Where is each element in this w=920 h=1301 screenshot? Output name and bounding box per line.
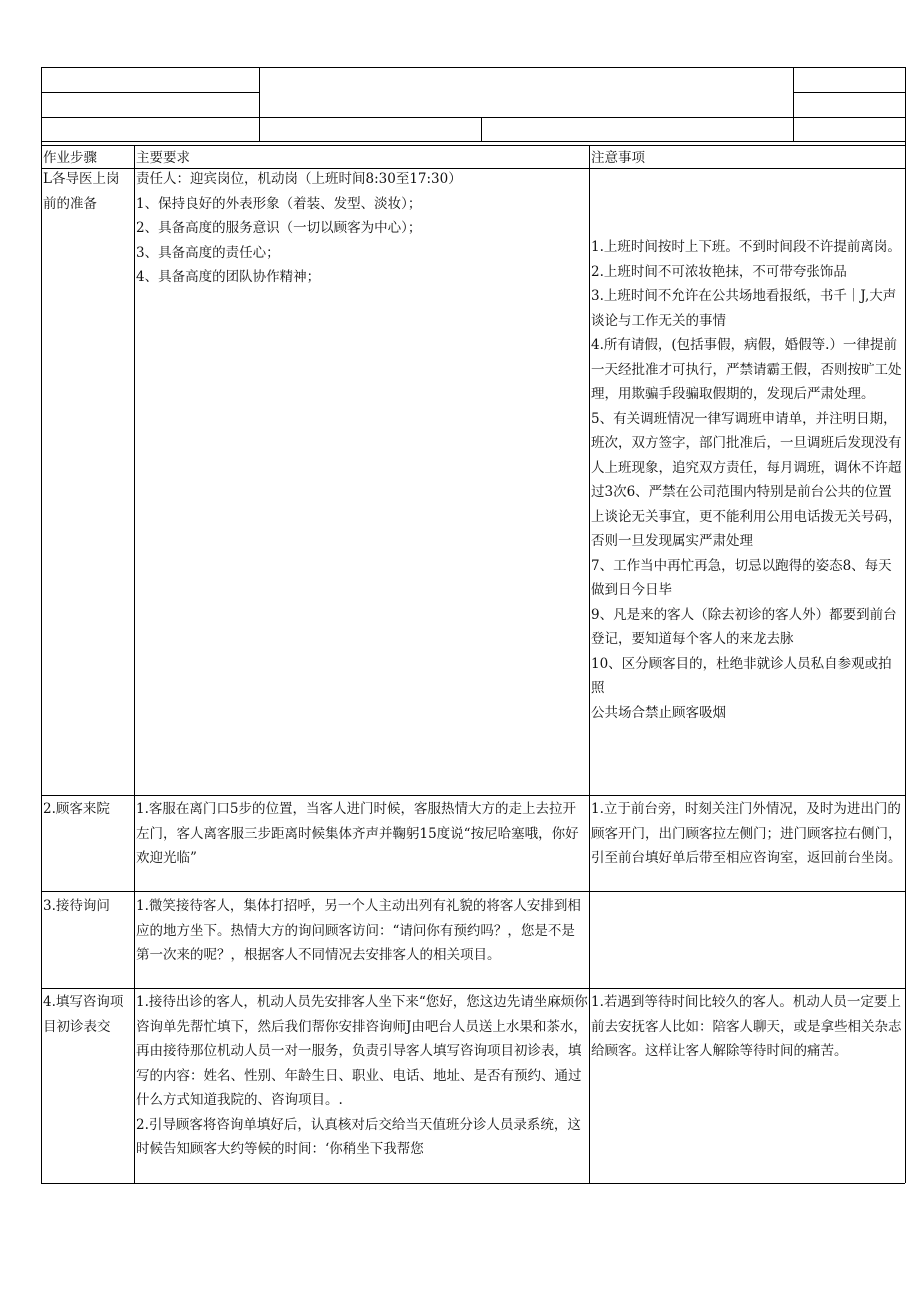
- row-4-step: 4.填写咨询项目初诊表交: [43, 994, 124, 1035]
- row-4-notes: 1.若遇到等待时间比较久的客人。机动人员一定要上前去安抚客人比如：陪客人聊天，或是拿些相关杂志给顾客。这样让客人解除等待时间的痛苦。: [591, 994, 902, 1059]
- header-step: 作业步骤: [43, 150, 97, 166]
- row-3-requirements: 1.微笑接待客人，集体打招呼，另一个人主动出列有礼貌的将客人安排到相应的地方坐下。热情大方的询问顾客访问：“请问你有预约吗？，您是不是第一次来的呢？，根据客人不同情况去安排客人的相关项目。: [136, 898, 581, 963]
- row-4-requirements: 1.接待出诊的客人，机动人员先安排客人坐下来“您好，您这边先请坐麻烦你咨询单先帮忙填下，然后我们帮你安排咨询师J由吧台人员送上水果和茶水，再由接待那位机动人员一对一服务，负责引导客人填写咨询项目初诊表，填写的内容：姓名、性别、年龄生日、职业、电话、地址、是否有预约、通过什么方式知道我院的、咨询项目。. 2.引导顾客将咨询单填好后，认真核对后交给当天值班分诊人员录系统，这时候告知顾客大约等候的时间：‘你稍坐下我帮您: [136, 994, 588, 1157]
- row-1-requirements: 责任人：迎宾岗位，机动岗（上班时间8:30至17:30） 1、保持良好的外表形象（着装、发型、淡妆）； 2、具备高度的服务意识（一切以顾客为中心）； 3、具备高度的责任心； 4、具备高度的团队协作精神；: [136, 171, 462, 285]
- row-1-notes: 1.上班时间按时上下班。不到时间段不许提前离岗。 2.上班时间不可浓妆艳抹，不可带夸张饰品 3.上班时间不允许在公共场地看报纸，书千｜J,大声谈论与工作无关的事情 4.所有请假，(包括事假，病假，婚假等.）一律提前一天经批准才可执行，严禁请霸王假，否则按旷工处理，用欺骗手段骗取假期的，发现后严肃处理。 5、有关调班情况一律写调班申请单，并注明日期，班次，双方签字，部门批准后，一旦调班后发现没有人上班现象，追究双方责任，每月调班，调休不许超过3次6、严禁在公司范围内特别是前台公共的位置上谈论无关事宜，更不能利用公用电话拨无关号码，否则一旦发现属实严肃处理 7、工作当中再忙再急，切忌以跑得的姿态8、每天做到日今日毕 9、凡是来的客人（除去初诊的客人外）都要到前台登记，要知道每个客人的来龙去脉 10、区分顾客目的，杜绝非就诊人员私自参观或拍照 公共场合禁止顾客吸烟: [591, 239, 902, 721]
- row-3-step: 3.接待询问: [43, 898, 110, 914]
- row-2-step: 2.顾客来院: [43, 801, 110, 817]
- header-requirements: 主要要求: [136, 150, 190, 166]
- header-notes: 注意事项: [591, 150, 645, 166]
- row-2-notes: 1.立于前台旁，时刻关注门外情况，及时为进出门的顾客开门，出门顾客拉左侧门；进门顾客拉右侧门，引至前台填好单后带至相应咨询室，返回前台坐岗。: [591, 801, 902, 866]
- row-1-step: L各导医上岗前的准备: [43, 171, 120, 212]
- row-2-requirements: 1.客服在离门口5步的位置，当客人进门时候，客服热情大方的走上去拉开左门，客人离客服三步距离时候集体齐声并鞠躬15度说“按尼哈塞哦，你好欢迎光临”: [136, 801, 579, 866]
